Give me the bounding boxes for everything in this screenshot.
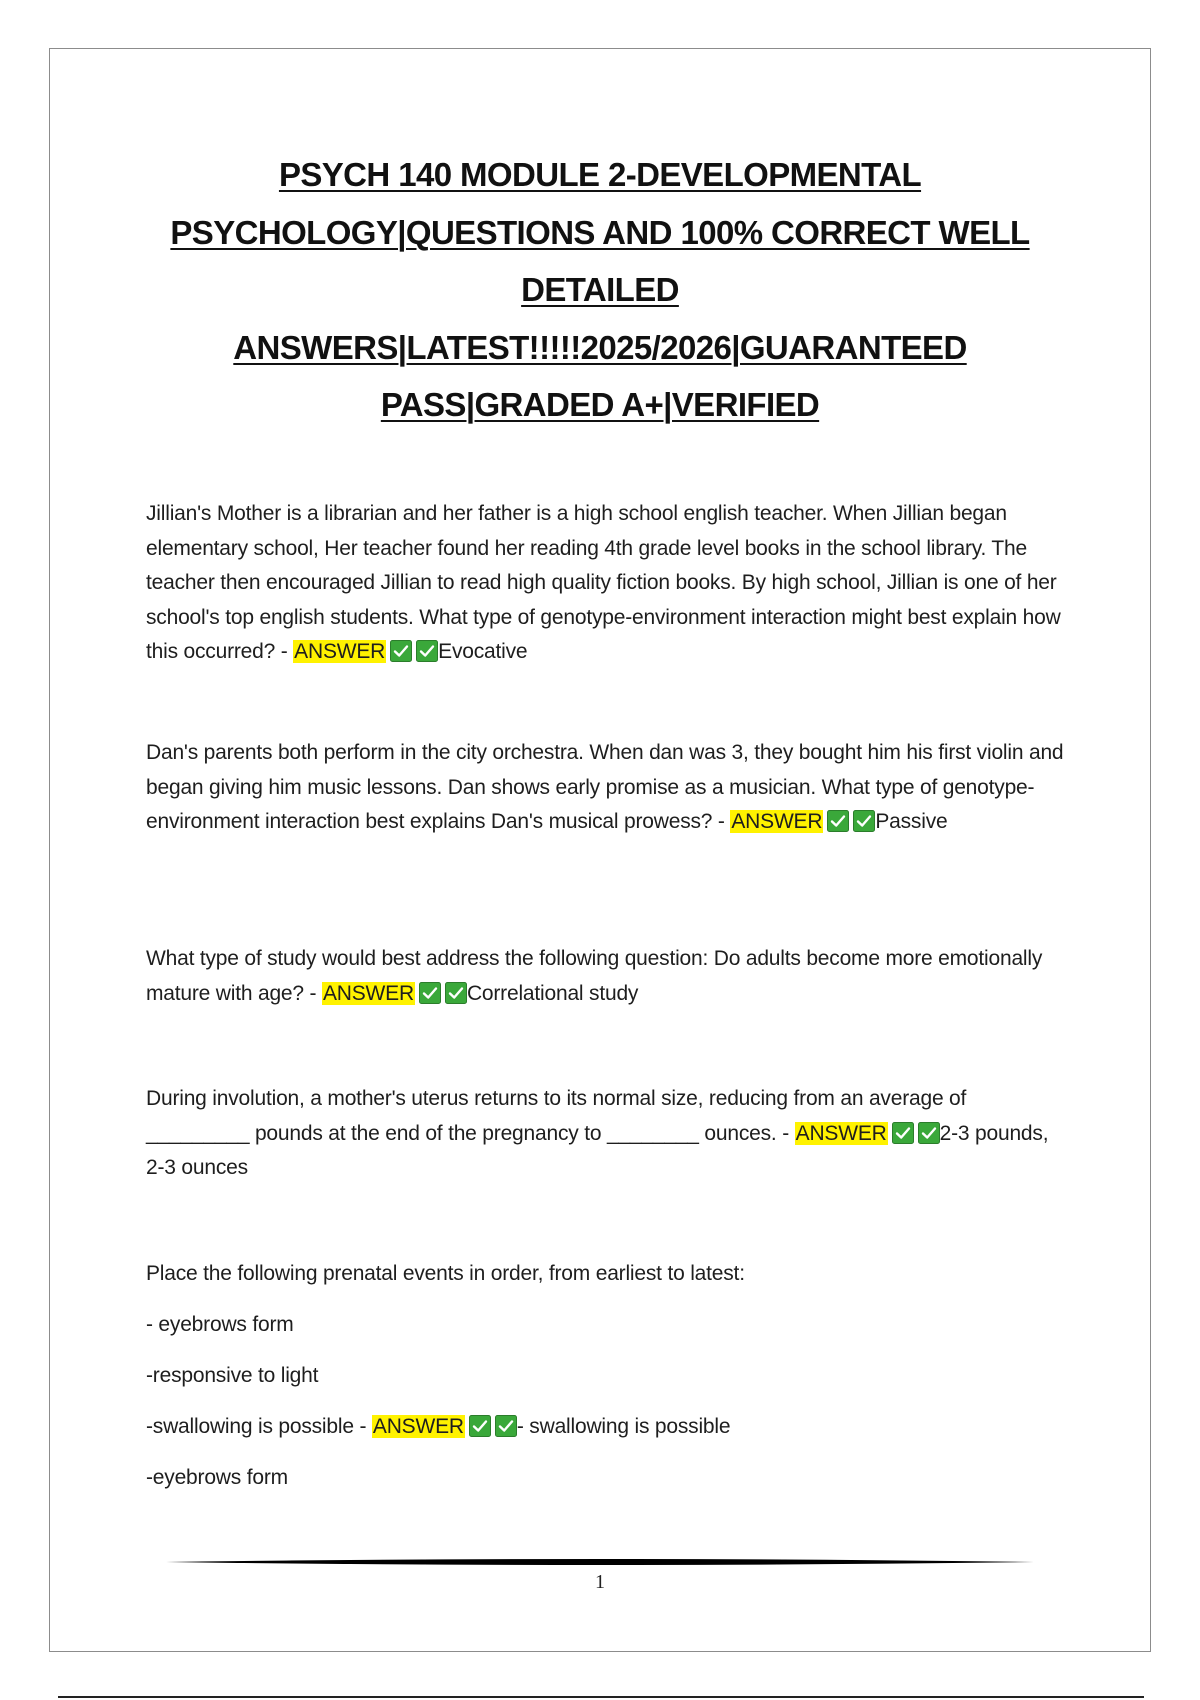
question-line: Place the following prenatal events in order, from earliest to latest: <box>146 1262 745 1285</box>
question-text: What type of study would best address the following question: Do adults become more emotionally mature with age? - ANSWER Correlational study <box>146 947 1043 1005</box>
question-block-3 <box>146 942 1066 1011</box>
check-mark-icon <box>918 1122 940 1144</box>
question-line: -swallowing is possible - ANSWER - swallowing is possible <box>146 1415 731 1438</box>
question-block-4 <box>146 1082 1066 1186</box>
answer-text: Correlational study <box>466 981 639 1005</box>
answer-text: Passive <box>875 810 948 833</box>
question-line: -eyebrows form <box>146 1466 288 1489</box>
title-line: ANSWERS|LATEST!!!!!2025/2026|GUARANTEED <box>233 328 967 366</box>
question-line: -responsive to light <box>146 1364 319 1387</box>
question-block-2 <box>146 736 1066 840</box>
check-mark-icon <box>853 810 875 832</box>
title-line: PSYCH 140 MODULE 2-DEVELOPMENTAL <box>278 156 922 193</box>
check-mark-icon <box>419 982 441 1004</box>
answer-text: 2-3 pounds, 2-3 ounces <box>146 1121 1049 1179</box>
question-block-1 <box>146 497 1066 670</box>
answer-label: ANSWER <box>294 640 386 663</box>
check-mark-icon <box>390 640 412 662</box>
check-mark-icon <box>495 1415 517 1437</box>
answer-label: ANSWER <box>795 1121 887 1145</box>
check-mark-icon <box>892 1122 914 1144</box>
answer-label: ANSWER <box>731 810 823 833</box>
answer-text: Evocative <box>438 640 528 663</box>
check-mark-icon <box>416 640 438 662</box>
question-text: During involution, a mother's uterus returns to its normal size, reducing from an average of _________ pounds at the end of the pregnancy to ________ ounces. - ANSWER 2-3 pounds, 2-3 ounces <box>146 1087 1049 1179</box>
check-mark-icon <box>469 1415 491 1437</box>
title-line: PSYCHOLOGY|QUESTIONS AND 100% CORRECT WELL <box>170 213 1030 251</box>
check-mark-icon <box>827 810 849 832</box>
footer-divider <box>166 1557 1034 1567</box>
check-mark-icon <box>445 982 467 1004</box>
question-block-5 <box>146 1248 1066 1503</box>
answer-text: - swallowing is possible <box>516 1415 731 1438</box>
answer-label: ANSWER <box>322 981 414 1005</box>
title-line: PASS|GRADED A+|VERIFIED <box>380 386 820 423</box>
question-text: Dan's parents both perform in the city orchestra. When dan was 3, they bought him his first violin and began giving him music lessons. Dan shows early promise as a musician. What type of genotype-environment interaction best explains Dan's musical prowess? - ANSWER Passive <box>146 741 1064 833</box>
page-number: 1 <box>595 1571 605 1593</box>
next-page-edge <box>58 1696 1144 1698</box>
question-line: - eyebrows form <box>146 1313 294 1336</box>
title-line: DETAILED <box>521 271 679 308</box>
answer-label: ANSWER <box>372 1415 464 1438</box>
question-text: Jillian's Mother is a librarian and her father is a high school english teacher. When Jillian began elementary school, Her teacher found her reading 4th grade level books in the school library. The teacher then encouraged Jillian to read high quality fiction books. By high school, Jillian is one of her school's top english students. What type of genotype-environment interaction might best explain how this occurred? - ANSWER Evocative <box>146 502 1061 663</box>
document-title <box>130 146 1070 434</box>
